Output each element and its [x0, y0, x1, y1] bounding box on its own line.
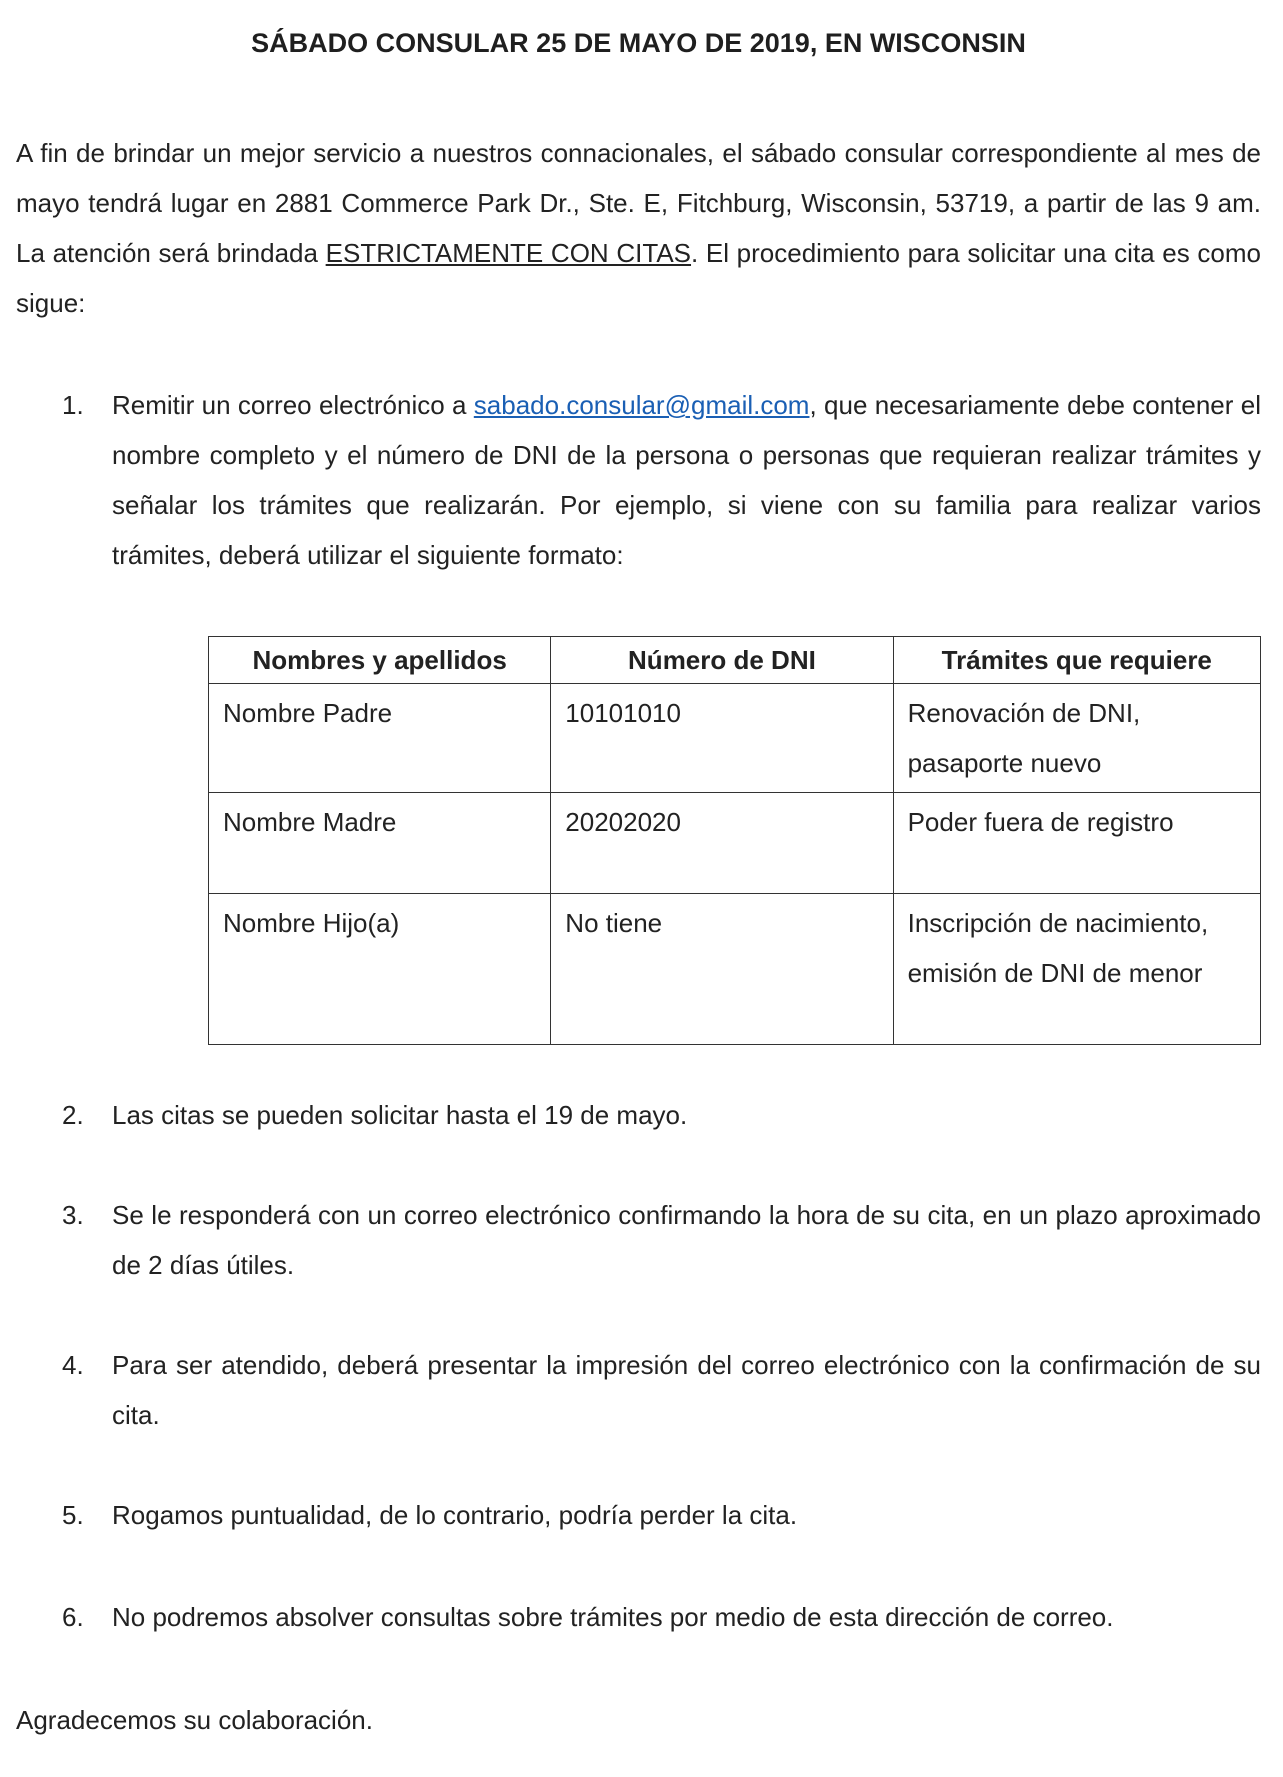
- table-cell: 20202020: [551, 793, 893, 894]
- table-cell: Poder fuera de registro: [893, 793, 1260, 894]
- list-item-text: No podremos absolver consultas sobre trámites por medio de esta dirección de correo.: [112, 1602, 1114, 1632]
- list-item-number: 6.: [62, 1602, 84, 1632]
- email-link[interactable]: sabado.consular@gmail.com: [473, 390, 810, 420]
- list-item-number: 1.: [62, 390, 84, 420]
- list-item-number: 5.: [62, 1500, 84, 1530]
- table-row: [209, 894, 1261, 1045]
- format-table: [208, 636, 1261, 1045]
- table-cell: Inscripción de nacimiento, emisión de DNI de menor: [893, 894, 1260, 1045]
- list-item-number: 2.: [62, 1100, 84, 1130]
- list-item-text: Rogamos puntualidad, de lo contrario, podría perder la cita.: [112, 1500, 798, 1530]
- table-cell: 10101010: [551, 684, 893, 793]
- table-header-row: [209, 637, 1261, 684]
- table-header-dni: Número de DNI: [551, 637, 893, 684]
- table-cell: No tiene: [551, 894, 893, 1045]
- intro-text-2: . El procedimiento para solicitar una cita es como sigue:: [16, 238, 1261, 318]
- table-cell: Nombre Padre: [209, 684, 551, 793]
- table-cell: Nombre Hijo(a): [209, 894, 551, 1045]
- list-item-text-start: Remitir un correo electrónico a: [112, 390, 474, 420]
- list-item-text: [112, 380, 1261, 580]
- intro-underlined-text: ESTRICTAMENTE CON CITAS: [325, 238, 692, 268]
- list-item-text-end: , que necesariamente debe contener el nombre completo y el número de DNI de la persona o personas que requieran realizar trámites y señalar los trámites que realizarán. Por ejemplo, si viene con su familia para realizar varios trámites, deberá utilizar el siguiente formato:: [112, 390, 1261, 570]
- closing-line: Agradecemos su colaboración.: [16, 1705, 373, 1735]
- list-item-number: 4.: [62, 1350, 84, 1380]
- table-row: [209, 793, 1261, 894]
- table-cell: Nombre Madre: [209, 793, 551, 894]
- intro-paragraph: [16, 128, 1261, 328]
- document-title: SÁBADO CONSULAR 25 DE MAYO DE 2019, EN WISCONSIN: [251, 28, 1026, 58]
- intro-text-1: A fin de brindar un mejor servicio a nuestros connacionales, el sábado consular correspondiente al mes de mayo tendrá lugar en 2881 Commerce Park Dr., Ste. E, Fitchburg, Wisconsin, 53719, a partir de las 9 am. La atención será brindada: [16, 138, 1261, 268]
- list-item-text: Para ser atendido, deberá presentar la impresión del correo electrónico con la confirmación de su cita.: [112, 1350, 1261, 1430]
- table-row: [209, 684, 1261, 793]
- table-cell: Renovación de DNI, pasaporte nuevo: [893, 684, 1260, 793]
- list-item-text: Se le responderá con un correo electrónico confirmando la hora de su cita, en un plazo aproximado de 2 días útiles.: [112, 1200, 1261, 1280]
- table-header-procedures: Trámites que requiere: [893, 637, 1260, 684]
- list-item-number: 3.: [62, 1200, 84, 1230]
- table-header-names: Nombres y apellidos: [209, 637, 551, 684]
- list-item-text: Las citas se pueden solicitar hasta el 19 de mayo.: [112, 1100, 688, 1130]
